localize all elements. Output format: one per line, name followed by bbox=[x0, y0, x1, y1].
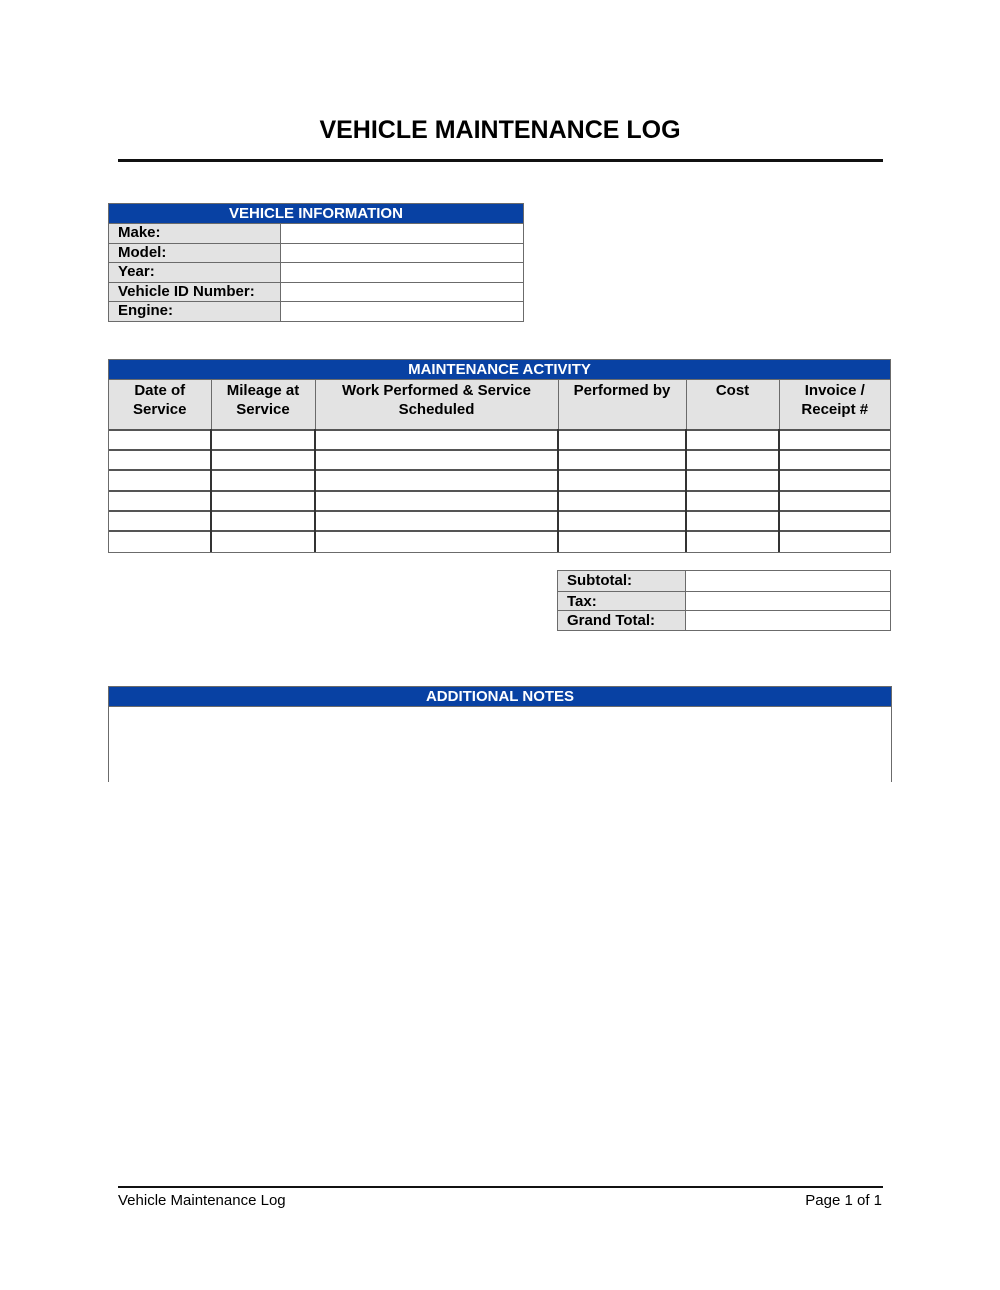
cost-cell[interactable] bbox=[686, 491, 779, 511]
column-header-date: Date of Service bbox=[109, 380, 211, 430]
work-cell[interactable] bbox=[315, 450, 558, 470]
invoice-cell[interactable] bbox=[779, 450, 890, 470]
performed-by-cell[interactable] bbox=[558, 430, 686, 450]
additional-notes-section bbox=[108, 686, 892, 782]
vehicle-field-vin bbox=[109, 282, 523, 302]
field-label: Model: bbox=[109, 244, 281, 263]
model-field[interactable] bbox=[281, 244, 523, 263]
vehicle-information-header: VEHICLE INFORMATION bbox=[109, 204, 523, 223]
column-header-work-performed: Work Performed & Service Scheduled bbox=[315, 380, 558, 430]
cost-cell[interactable] bbox=[686, 470, 779, 490]
invoice-cell[interactable] bbox=[779, 491, 890, 511]
mileage-cell[interactable] bbox=[211, 511, 315, 531]
subtotal-field[interactable] bbox=[686, 571, 890, 591]
performed-by-cell[interactable] bbox=[558, 491, 686, 511]
work-cell[interactable] bbox=[315, 491, 558, 511]
cost-cell[interactable] bbox=[686, 430, 779, 450]
work-cell[interactable] bbox=[315, 511, 558, 531]
table-row bbox=[109, 531, 890, 551]
performed-by-cell[interactable] bbox=[558, 511, 686, 531]
column-header-invoice: Invoice / Receipt # bbox=[779, 380, 890, 430]
mileage-cell[interactable] bbox=[211, 430, 315, 450]
field-label: Year: bbox=[109, 263, 281, 282]
table-row bbox=[109, 430, 890, 450]
invoice-cell[interactable] bbox=[779, 470, 890, 490]
table-row bbox=[109, 491, 890, 511]
tax-field[interactable] bbox=[686, 592, 890, 611]
tax-label: Tax: bbox=[558, 592, 686, 611]
work-cell[interactable] bbox=[315, 531, 558, 551]
column-header-performed-by: Performed by bbox=[558, 380, 686, 430]
page-title: VEHICLE MAINTENANCE LOG bbox=[319, 116, 681, 144]
vehicle-field-engine bbox=[109, 301, 523, 321]
table-header-row bbox=[109, 380, 890, 430]
mileage-cell[interactable] bbox=[211, 491, 315, 511]
footer-divider bbox=[118, 1186, 883, 1188]
maintenance-activity-header: MAINTENANCE ACTIVITY bbox=[109, 360, 890, 379]
footer-page-number: Page 1 of 1 bbox=[805, 1192, 882, 1209]
additional-notes-field[interactable] bbox=[109, 706, 891, 782]
subtotal-label: Subtotal: bbox=[558, 571, 686, 591]
date-cell[interactable] bbox=[109, 430, 211, 450]
field-label: Engine: bbox=[109, 302, 281, 321]
table-row bbox=[109, 470, 890, 490]
table-row bbox=[109, 511, 890, 531]
tax-row bbox=[558, 591, 890, 611]
title-divider bbox=[118, 159, 883, 162]
date-cell[interactable] bbox=[109, 450, 211, 470]
mileage-cell[interactable] bbox=[211, 450, 315, 470]
vehicle-field-year bbox=[109, 262, 523, 282]
subtotal-row bbox=[558, 571, 890, 591]
field-label: Vehicle ID Number: bbox=[109, 283, 281, 302]
date-cell[interactable] bbox=[109, 470, 211, 490]
vehicle-field-make bbox=[109, 223, 523, 243]
cost-cell[interactable] bbox=[686, 511, 779, 531]
work-cell[interactable] bbox=[315, 470, 558, 490]
year-field[interactable] bbox=[281, 263, 523, 282]
invoice-cell[interactable] bbox=[779, 531, 890, 551]
date-cell[interactable] bbox=[109, 511, 211, 531]
vehicle-information-table bbox=[108, 203, 524, 322]
make-field[interactable] bbox=[281, 224, 523, 243]
cost-cell[interactable] bbox=[686, 450, 779, 470]
performed-by-cell[interactable] bbox=[558, 450, 686, 470]
vehicle-id-number-field[interactable] bbox=[281, 283, 523, 302]
maintenance-activity-table bbox=[108, 359, 891, 553]
vehicle-field-model bbox=[109, 243, 523, 263]
column-header-cost: Cost bbox=[686, 380, 779, 430]
field-label: Make: bbox=[109, 224, 281, 243]
grand-total-field[interactable] bbox=[686, 611, 890, 630]
footer-document-name: Vehicle Maintenance Log bbox=[118, 1192, 286, 1209]
totals-table bbox=[557, 570, 891, 631]
column-header-mileage: Mileage at Service bbox=[211, 380, 315, 430]
additional-notes-header: ADDITIONAL NOTES bbox=[109, 687, 891, 706]
performed-by-cell[interactable] bbox=[558, 531, 686, 551]
date-cell[interactable] bbox=[109, 531, 211, 551]
grand-total-row bbox=[558, 610, 890, 630]
work-cell[interactable] bbox=[315, 430, 558, 450]
mileage-cell[interactable] bbox=[211, 470, 315, 490]
date-cell[interactable] bbox=[109, 491, 211, 511]
table-row bbox=[109, 450, 890, 470]
engine-field[interactable] bbox=[281, 302, 523, 321]
performed-by-cell[interactable] bbox=[558, 470, 686, 490]
invoice-cell[interactable] bbox=[779, 511, 890, 531]
mileage-cell[interactable] bbox=[211, 531, 315, 551]
grand-total-label: Grand Total: bbox=[558, 611, 686, 630]
invoice-cell[interactable] bbox=[779, 430, 890, 450]
cost-cell[interactable] bbox=[686, 531, 779, 551]
